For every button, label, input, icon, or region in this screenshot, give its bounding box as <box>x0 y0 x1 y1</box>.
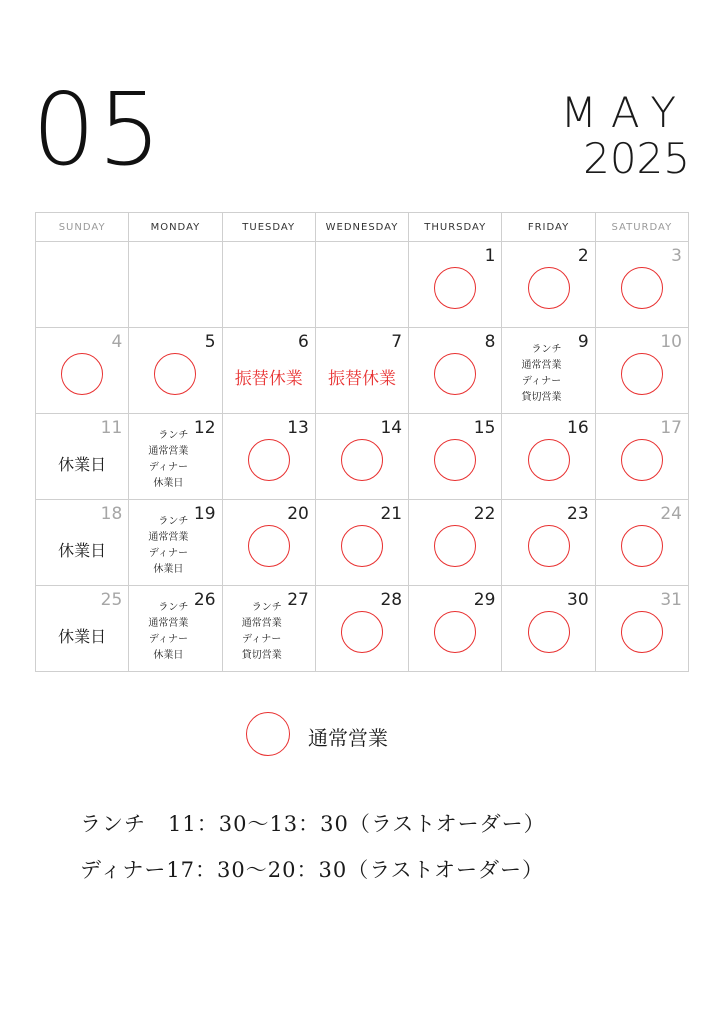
weekday-thursday: THURSDAY <box>409 213 502 242</box>
day-cell-29 <box>409 586 502 672</box>
service-note-line: 通常営業 <box>241 618 282 629</box>
service-note-line: ランチ <box>158 516 189 527</box>
closed-day-label: 休業日 <box>58 627 107 646</box>
empty-day-cell <box>222 242 315 328</box>
empty-day-cell <box>315 242 408 328</box>
open-circle-icon <box>621 525 663 567</box>
service-note <box>129 428 207 492</box>
weekday-monday: MONDAY <box>129 213 222 242</box>
day-number: 3 <box>671 246 682 266</box>
service-note <box>223 600 301 664</box>
day-number: 26 <box>193 590 216 610</box>
day-cell-13 <box>222 414 315 500</box>
week-row <box>36 328 689 414</box>
day-number: 4 <box>111 332 123 352</box>
day-cell-7 <box>315 328 408 414</box>
open-circle-icon <box>248 525 290 567</box>
day-cell-3 <box>595 242 688 328</box>
day-number: 11 <box>100 418 123 438</box>
day-cell-15 <box>409 414 502 500</box>
service-note-line: 通常営業 <box>148 532 189 543</box>
day-cell-18 <box>36 500 129 586</box>
day-cell-8 <box>409 328 502 414</box>
empty-day-cell <box>129 242 222 328</box>
open-circle-icon <box>528 525 570 567</box>
month-number: 05 <box>32 71 164 188</box>
service-note-line: ディナー <box>242 634 282 645</box>
service-note-line: 通常営業 <box>148 446 189 457</box>
open-circle-icon <box>621 353 663 395</box>
day-number: 24 <box>660 504 682 524</box>
closed-day-label: 休業日 <box>58 455 107 474</box>
month-name: MAY <box>560 88 690 137</box>
day-cell-28 <box>315 586 408 672</box>
day-cell-26 <box>129 586 222 672</box>
day-number: 7 <box>391 332 403 352</box>
service-note-line: ランチ <box>531 344 562 355</box>
day-number: 14 <box>380 418 403 438</box>
service-note-line: 休業日 <box>153 564 184 575</box>
lunch-hours: ランチ 11：30〜13：30（ラストオーダー） <box>80 812 546 836</box>
week-row <box>36 242 689 328</box>
day-number: 8 <box>484 332 496 352</box>
day-number: 21 <box>380 504 403 524</box>
week-row <box>36 586 689 672</box>
day-cell-14 <box>315 414 408 500</box>
service-note-line: 通常営業 <box>521 360 562 371</box>
open-circle-icon <box>341 525 383 567</box>
legend-label: 通常営業 <box>308 726 388 750</box>
open-circle-icon <box>434 525 476 567</box>
day-cell-1 <box>409 242 502 328</box>
open-circle-icon <box>434 353 476 395</box>
service-note-line: ディナー <box>148 462 189 473</box>
closed-day-label: 休業日 <box>58 541 107 560</box>
service-note-line: ランチ <box>158 430 189 441</box>
day-number: 30 <box>567 590 589 610</box>
day-number: 22 <box>473 504 496 524</box>
day-number: 23 <box>567 504 589 524</box>
day-number: 27 <box>287 590 309 610</box>
day-cell-17 <box>595 414 688 500</box>
service-note <box>129 514 207 578</box>
open-circle-icon <box>154 353 196 395</box>
day-cell-2 <box>502 242 595 328</box>
week-row <box>36 500 689 586</box>
open-circle-icon <box>61 353 103 395</box>
day-cell-6 <box>222 328 315 414</box>
year: 2025 <box>583 134 690 183</box>
calendar-grid <box>35 212 689 672</box>
day-cell-4 <box>36 328 129 414</box>
service-note-line: ランチ <box>158 602 189 613</box>
day-number: 2 <box>577 246 589 266</box>
dinner-hours: ディナー17：30〜20：30（ラストオーダー） <box>80 858 544 882</box>
day-cell-31 <box>595 586 688 672</box>
service-note-line: 貸切営業 <box>521 392 562 403</box>
day-number: 12 <box>193 418 216 438</box>
day-number: 10 <box>660 332 682 352</box>
day-number: 13 <box>287 418 309 438</box>
open-circle-icon <box>528 439 570 481</box>
day-number: 28 <box>380 590 403 610</box>
open-circle-icon <box>341 439 383 481</box>
weekday-saturday: SATURDAY <box>595 213 688 242</box>
day-cell-25 <box>36 586 129 672</box>
empty-day-cell <box>36 242 129 328</box>
day-number: 31 <box>660 590 682 610</box>
substitute-holiday-label: 振替休業 <box>234 369 303 389</box>
open-circle-icon <box>341 611 383 653</box>
day-cell-10 <box>595 328 688 414</box>
day-cell-23 <box>502 500 595 586</box>
open-circle-icon <box>621 611 663 653</box>
day-cell-12 <box>129 414 222 500</box>
day-number: 19 <box>193 504 216 524</box>
day-cell-22 <box>409 500 502 586</box>
open-circle-icon <box>434 439 476 481</box>
day-cell-20 <box>222 500 315 586</box>
day-number: 9 <box>577 332 589 352</box>
open-circle-icon <box>528 267 570 309</box>
day-number: 16 <box>567 418 589 438</box>
day-number: 20 <box>287 504 309 524</box>
weekday-header-row <box>36 213 689 242</box>
service-note <box>502 342 580 406</box>
open-circle-icon <box>621 439 663 481</box>
day-number: 1 <box>484 246 496 266</box>
weekday-tuesday: TUESDAY <box>222 213 315 242</box>
open-circle-icon <box>248 439 290 481</box>
day-cell-9 <box>502 328 595 414</box>
day-cell-21 <box>315 500 408 586</box>
service-note-line: ディナー <box>521 376 562 387</box>
weekday-wednesday: WEDNESDAY <box>315 213 408 242</box>
day-number: 17 <box>660 418 682 438</box>
day-number: 29 <box>473 590 496 610</box>
day-cell-30 <box>502 586 595 672</box>
day-cell-27 <box>222 586 315 672</box>
week-row <box>36 414 689 500</box>
day-number: 18 <box>100 504 123 524</box>
open-circle-icon <box>528 611 570 653</box>
day-cell-11 <box>36 414 129 500</box>
open-circle-icon <box>621 267 663 309</box>
service-note-line: 通常営業 <box>148 618 189 629</box>
substitute-holiday-label: 振替休業 <box>327 369 396 389</box>
service-note <box>129 600 207 664</box>
red-circle-icon <box>246 712 290 756</box>
open-circle-icon <box>434 267 476 309</box>
day-cell-24 <box>595 500 688 586</box>
day-cell-16 <box>502 414 595 500</box>
day-cell-19 <box>129 500 222 586</box>
open-circle-icon <box>434 611 476 653</box>
service-note-line: ディナー <box>148 634 189 645</box>
weekday-sunday: SUNDAY <box>36 213 129 242</box>
service-note-line: ランチ <box>251 602 282 613</box>
day-number: 6 <box>298 332 309 352</box>
service-note-line: ディナー <box>148 548 189 559</box>
service-note-line: 休業日 <box>153 478 184 489</box>
weekday-friday: FRIDAY <box>502 213 595 242</box>
service-note-line: 貸切営業 <box>241 650 282 661</box>
service-note-line: 休業日 <box>153 650 184 661</box>
day-number: 25 <box>100 590 123 610</box>
day-number: 5 <box>204 332 216 352</box>
day-number: 15 <box>473 418 496 438</box>
day-cell-5 <box>129 328 222 414</box>
